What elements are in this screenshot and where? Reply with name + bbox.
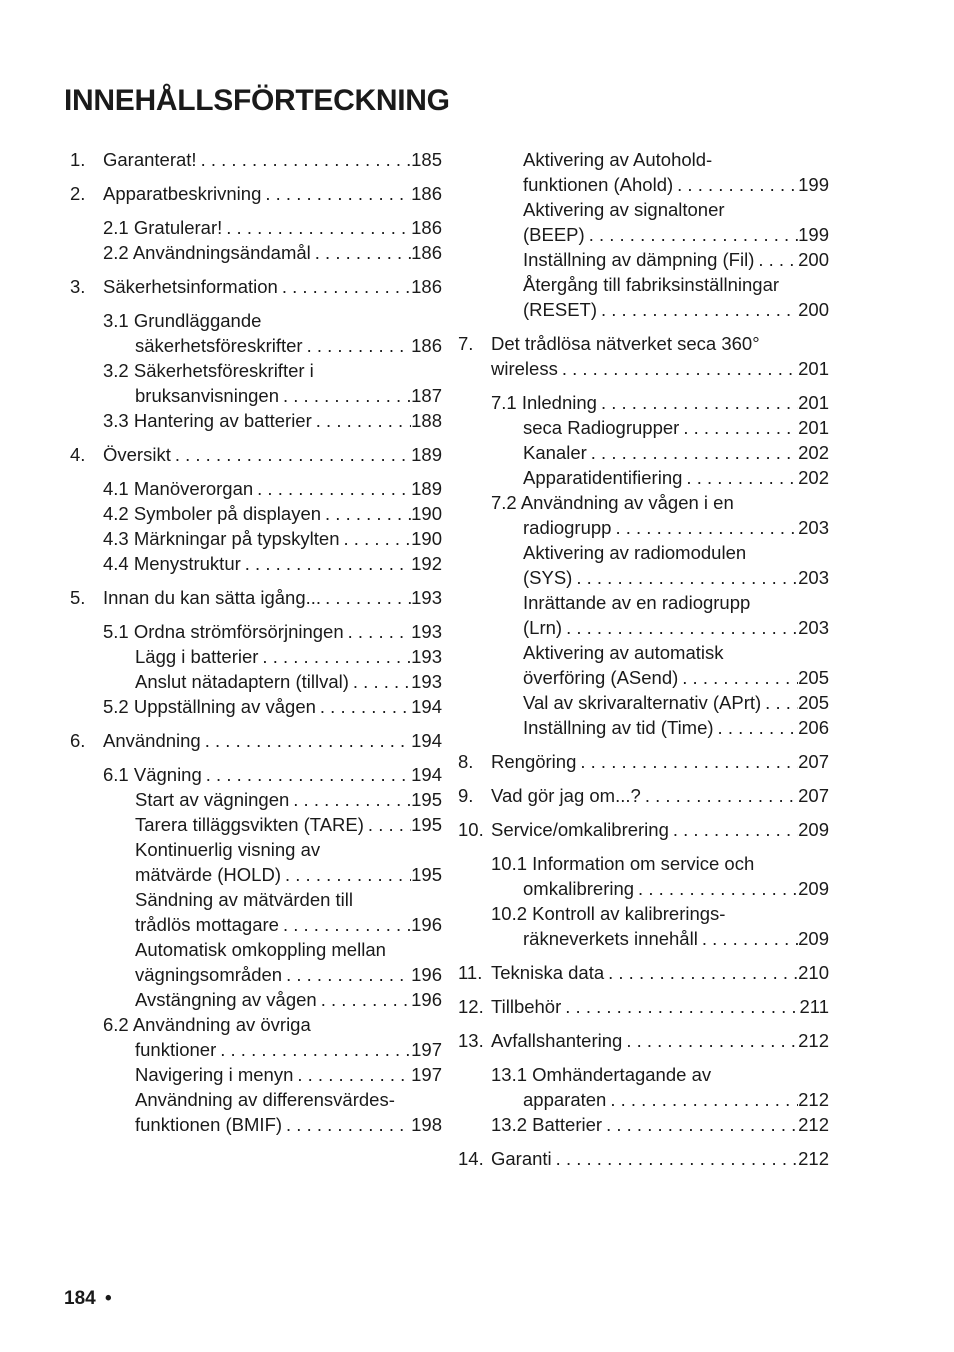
dot-leader <box>303 333 412 358</box>
toc-entry[interactable] <box>458 876 829 901</box>
toc-entry-label: 2.2 Användningsändamål <box>103 242 311 263</box>
dot-leader <box>761 690 798 715</box>
toc-entry-page: 195 <box>411 814 442 835</box>
toc-entry-page: 186 <box>411 276 442 297</box>
toc-entry-page: 199 <box>798 174 829 195</box>
toc-entry-label: Val av skrivaralternativ (APrt) <box>523 692 762 713</box>
dot-leader <box>754 247 798 272</box>
toc-entry[interactable] <box>70 787 442 812</box>
toc-entry-number: 1. <box>70 149 86 170</box>
toc-entry-number: 14. <box>458 1148 484 1169</box>
toc-entry[interactable] <box>70 1037 442 1062</box>
toc-entry-label: 13.1 Omhändertagande av <box>491 1064 712 1085</box>
toc-entry[interactable] <box>458 490 829 515</box>
toc-block <box>458 817 829 842</box>
toc-block <box>70 762 442 1137</box>
toc-entry[interactable] <box>70 937 442 962</box>
dot-leader <box>682 465 798 490</box>
toc-entry-page: 212 <box>798 1089 829 1110</box>
toc-entry-label: Innan du kan sätta igång... <box>103 587 322 608</box>
toc-block <box>70 215 442 265</box>
toc-entry[interactable] <box>70 962 442 987</box>
toc-entry-page: 206 <box>798 717 829 738</box>
toc-block <box>70 147 442 172</box>
dot-leader <box>278 274 411 299</box>
toc-entry-page: 202 <box>798 442 829 463</box>
toc-entry-label: Rengöring <box>491 751 577 772</box>
toc-entry[interactable] <box>458 640 829 665</box>
toc-entry-label: wireless <box>491 358 558 379</box>
dot-leader <box>281 862 411 887</box>
toc-entry-label: 4.4 Menystruktur <box>103 553 241 574</box>
toc-entry-label: Start av vägningen <box>135 789 290 810</box>
toc-block <box>70 619 442 719</box>
toc-entry-label: Inställning av dämpning (Fil) <box>523 249 755 270</box>
toc-entry-number: 3. <box>70 276 86 297</box>
toc-block <box>458 147 829 322</box>
toc-entry-label: Garanti <box>491 1148 552 1169</box>
toc-entry-label: Säkerhetsinformation <box>103 276 278 297</box>
dot-leader <box>282 1112 411 1137</box>
toc-entry-page: 194 <box>411 764 442 785</box>
toc-entry-page: 185 <box>411 149 442 170</box>
dot-leader <box>597 297 798 322</box>
toc-block <box>458 1028 829 1053</box>
toc-entry-label: mätvärde (HOLD) <box>135 864 281 885</box>
toc-entry[interactable] <box>458 356 829 381</box>
toc-entry-page: 205 <box>798 667 829 688</box>
toc-entry-label: Service/omkalibrering <box>491 819 669 840</box>
dot-leader <box>604 960 798 985</box>
toc-entry[interactable] <box>70 694 442 719</box>
toc-entry-page: 203 <box>798 567 829 588</box>
toc-entry-page: 209 <box>798 928 829 949</box>
toc-entry-label: (RESET) <box>523 299 597 320</box>
toc-entry[interactable] <box>458 1087 829 1112</box>
toc-entry-page: 187 <box>411 385 442 406</box>
dot-leader <box>558 356 798 381</box>
dot-leader <box>293 1062 411 1087</box>
toc-entry-label: Apparatidentifiering <box>523 467 683 488</box>
toc-entry-page: 194 <box>411 696 442 717</box>
toc-entry-label: 4.2 Symboler på displayen <box>103 503 322 524</box>
dot-leader <box>641 783 798 808</box>
dot-leader <box>216 1037 411 1062</box>
toc-block <box>458 1062 829 1137</box>
toc-block <box>458 851 829 951</box>
dot-leader <box>576 749 798 774</box>
toc-entry-number: 8. <box>458 751 474 772</box>
dot-leader <box>279 383 411 408</box>
toc-entry-number: 5. <box>70 587 86 608</box>
dot-leader <box>349 669 411 694</box>
toc-entry-page: 201 <box>798 417 829 438</box>
toc-entry[interactable] <box>70 644 442 669</box>
dot-leader <box>279 912 411 937</box>
dot-leader <box>321 501 411 526</box>
toc-entry-label: 13.2 Batterier <box>491 1114 603 1135</box>
toc-entry[interactable] <box>458 465 829 490</box>
toc-entry[interactable] <box>458 540 829 565</box>
dot-leader <box>241 551 411 576</box>
toc-entry-label: Kanaler <box>523 442 587 463</box>
toc-entry-page: 193 <box>411 646 442 667</box>
toc-entry-label: Sändning av mätvärden till <box>135 889 354 910</box>
toc-entry[interactable] <box>70 333 442 358</box>
toc-entry[interactable] <box>458 665 829 690</box>
toc-block <box>458 390 829 740</box>
toc-entry[interactable] <box>458 994 829 1019</box>
toc-entry[interactable] <box>70 358 442 383</box>
toc-entry-page: 207 <box>798 751 829 772</box>
dot-leader <box>321 585 411 610</box>
footer-bullet: • <box>104 1288 112 1309</box>
toc-entry[interactable] <box>70 551 442 576</box>
toc-entry[interactable] <box>70 585 442 610</box>
toc-entry[interactable] <box>458 440 829 465</box>
toc-entry[interactable] <box>458 197 829 222</box>
toc-entry-page: 212 <box>798 1148 829 1169</box>
toc-entry[interactable] <box>458 817 829 842</box>
toc-entry[interactable] <box>458 272 829 297</box>
toc-column-left <box>70 147 442 1137</box>
toc-entry[interactable] <box>458 901 829 926</box>
toc-entry-label: apparaten <box>523 1089 607 1110</box>
toc-entry[interactable] <box>458 172 829 197</box>
toc-entry[interactable] <box>70 887 442 912</box>
toc-column-right <box>458 147 829 1171</box>
toc-entry-number: 11. <box>458 962 483 983</box>
toc-entry-page: 203 <box>798 517 829 538</box>
toc-entry-label: Användning <box>103 730 201 751</box>
dot-leader <box>673 172 798 197</box>
toc-block <box>70 728 442 753</box>
toc-entry[interactable] <box>458 247 829 272</box>
toc-entry[interactable] <box>458 565 829 590</box>
toc-entry[interactable] <box>70 1062 442 1087</box>
dot-leader <box>585 222 798 247</box>
toc-entry-label: omkalibrering <box>523 878 635 899</box>
toc-entry-label: bruksanvisningen <box>135 385 279 406</box>
toc-entry-page: 194 <box>411 730 442 751</box>
toc-entry-page: 197 <box>411 1039 442 1060</box>
toc-entry-label: Lägg i batterier <box>135 646 259 667</box>
toc-entry-label: 5.1 Ordna strömförsörjningen <box>103 621 344 642</box>
dot-leader <box>253 476 411 501</box>
toc-entry-page: 189 <box>411 444 442 465</box>
toc-entry[interactable] <box>458 715 829 740</box>
toc-entry-label: Användning av differensvärdes- <box>135 1089 395 1110</box>
toc-entry-number: 4. <box>70 444 86 465</box>
toc-entry-page: 202 <box>798 467 829 488</box>
toc-entry[interactable] <box>458 147 829 172</box>
toc-entry[interactable] <box>458 297 829 322</box>
toc-entry[interactable] <box>70 987 442 1012</box>
toc-entry-page: 201 <box>798 358 829 379</box>
toc-block <box>70 181 442 206</box>
toc-entry-page: 186 <box>411 242 442 263</box>
toc-block <box>458 783 829 808</box>
toc-entry[interactable] <box>70 1012 442 1037</box>
toc-entry-page: 211 <box>799 996 829 1017</box>
toc-entry-page: 212 <box>798 1030 829 1051</box>
dot-leader <box>714 715 799 740</box>
dot-leader <box>202 762 411 787</box>
toc-entry[interactable] <box>458 783 829 808</box>
toc-entry-label: 3.2 Säkerhetsföreskrifter i <box>103 360 314 381</box>
toc-entry-page: 193 <box>411 587 442 608</box>
toc-entry[interactable] <box>70 181 442 206</box>
toc-entry-label: Automatisk omkoppling mellan <box>135 939 386 960</box>
toc-entry-label: säkerhetsföreskrifter <box>135 335 303 356</box>
toc-entry-label: Inställning av tid (Time) <box>523 717 714 738</box>
toc-entry-label: (SYS) <box>523 567 573 588</box>
toc-entry-page: 192 <box>411 553 442 574</box>
toc-block <box>70 476 442 576</box>
toc-entry[interactable] <box>70 1087 442 1112</box>
toc-entry[interactable] <box>70 669 442 694</box>
dot-leader <box>344 619 412 644</box>
toc-entry-page: 196 <box>411 914 442 935</box>
dot-leader <box>317 987 411 1012</box>
toc-entry[interactable] <box>70 274 442 299</box>
toc-block <box>70 308 442 433</box>
dot-leader <box>698 926 798 951</box>
toc-entry[interactable] <box>70 812 442 837</box>
toc-entry-label: (BEEP) <box>523 224 585 245</box>
toc-block <box>458 331 829 381</box>
toc-entry-label: 3.1 Grundläggande <box>103 310 262 331</box>
toc-entry-number: 13. <box>458 1030 484 1051</box>
toc-entry[interactable] <box>458 222 829 247</box>
toc-entry-label: 10.2 Kontroll av kalibrerings- <box>491 903 726 924</box>
toc-entry[interactable] <box>458 415 829 440</box>
toc-entry-label: 2.1 Gratulerar! <box>103 217 223 238</box>
toc-entry-page: 200 <box>798 299 829 320</box>
toc-entry-page: 197 <box>411 1064 442 1085</box>
toc-entry-label: Kontinuerlig visning av <box>135 839 321 860</box>
toc-entry-label: (Lrn) <box>523 617 563 638</box>
toc-entry-page: 195 <box>411 864 442 885</box>
toc-entry[interactable] <box>70 526 442 551</box>
toc-entry-label: Aktivering av Autohold- <box>523 149 713 170</box>
toc-entry-page: 210 <box>798 962 829 983</box>
toc-entry[interactable] <box>70 383 442 408</box>
toc-entry-label: trådlös mottagare <box>135 914 279 935</box>
dot-leader <box>634 876 798 901</box>
dot-leader <box>261 181 411 206</box>
toc-entry-page: 196 <box>411 989 442 1010</box>
toc-entry-label: Tarera tilläggsvikten (TARE) <box>135 814 364 835</box>
toc-entry-label: 6.2 Användning av övriga <box>103 1014 311 1035</box>
toc-block <box>70 585 442 610</box>
toc-entry-page: 199 <box>798 224 829 245</box>
toc-entry[interactable] <box>70 762 442 787</box>
toc-entry-number: 12. <box>458 996 484 1017</box>
toc-entry[interactable] <box>70 240 442 265</box>
toc-entry-label: funktionen (Ahold) <box>523 174 674 195</box>
dot-leader <box>258 644 411 669</box>
toc-block <box>458 749 829 774</box>
toc-entry-page: 207 <box>798 785 829 806</box>
toc-entry-label: Aktivering av automatisk <box>523 642 724 663</box>
dot-leader <box>340 526 412 551</box>
toc-entry-label: 4.1 Manöverorgan <box>103 478 254 499</box>
toc-block <box>458 994 829 1019</box>
toc-entry-page: 209 <box>798 878 829 899</box>
toc-entry-page: 195 <box>411 789 442 810</box>
dot-leader <box>622 1028 798 1053</box>
toc-entry-page: 196 <box>411 964 442 985</box>
toc-entry-page: 198 <box>411 1114 442 1135</box>
toc-entry[interactable] <box>458 1062 829 1087</box>
dot-leader <box>552 1146 798 1171</box>
toc-entry-label: Apparatbeskrivning <box>103 183 262 204</box>
toc-block <box>70 442 442 467</box>
toc-entry[interactable] <box>70 728 442 753</box>
toc-entry-label: funktioner <box>135 1039 217 1060</box>
toc-entry-page: 186 <box>411 335 442 356</box>
toc-entry[interactable] <box>70 476 442 501</box>
toc-entry[interactable] <box>70 442 442 467</box>
toc-entry-page: 186 <box>411 217 442 238</box>
toc-entry[interactable] <box>70 308 442 333</box>
toc-entry-label: 6.1 Vägning <box>103 764 202 785</box>
toc-entry[interactable] <box>458 331 829 356</box>
page-number: 184 <box>64 1288 96 1309</box>
toc-entry-label: Aktivering av signaltoner <box>523 199 725 220</box>
toc-entry[interactable] <box>458 1028 829 1053</box>
toc-entry-label: 5.2 Uppställning av vågen <box>103 696 316 717</box>
toc-entry[interactable] <box>458 590 829 615</box>
toc-entry[interactable] <box>70 912 442 937</box>
toc-entry-label: vägningsområden <box>135 964 283 985</box>
toc-entry[interactable] <box>458 926 829 951</box>
toc-entry[interactable] <box>70 408 442 433</box>
dot-leader <box>171 442 411 467</box>
toc-entry-label: 10.1 Information om service och <box>491 853 755 874</box>
toc-entry-page: 189 <box>411 478 442 499</box>
toc-entry-page: 186 <box>411 183 442 204</box>
toc-entry-label: Garanterat! <box>103 149 197 170</box>
toc-entry[interactable] <box>70 862 442 887</box>
toc-entry-label: 7.1 Inledning <box>491 392 597 413</box>
toc-entry-label: överföring (ASend) <box>523 667 679 688</box>
dot-leader <box>282 962 411 987</box>
dot-leader <box>561 994 799 1019</box>
toc-entry-label: Översikt <box>103 444 171 465</box>
toc-entry-label: Tekniska data <box>491 962 605 983</box>
toc-entry-page: 201 <box>798 392 829 413</box>
toc-entry-label: Avstängning av vågen <box>135 989 317 1010</box>
dot-leader <box>611 515 798 540</box>
toc-entry-label: 4.3 Märkningar på typskylten <box>103 528 340 549</box>
dot-leader <box>572 565 798 590</box>
toc-entry-label: Anslut nätadaptern (tillval) <box>135 671 349 692</box>
toc-entry-label: Tillbehör <box>491 996 562 1017</box>
toc-entry[interactable] <box>70 501 442 526</box>
toc-entry[interactable] <box>458 515 829 540</box>
dot-leader <box>201 728 411 753</box>
toc-block <box>458 1146 829 1171</box>
toc-entry-page: 190 <box>411 528 442 549</box>
dot-leader <box>316 694 411 719</box>
toc-entry-page: 205 <box>798 692 829 713</box>
toc-entry-label: Det trådlösa nätverket seca 360° <box>491 333 760 354</box>
toc-entry-number: 7. <box>458 333 474 354</box>
toc-entry-number: 9. <box>458 785 474 806</box>
toc-entry-label: 7.2 Användning av vågen i en <box>491 492 734 513</box>
toc-entry-page: 200 <box>798 249 829 270</box>
toc-entry-label: Inrättande av en radiogrupp <box>523 592 751 613</box>
toc-entry-label: funktionen (BMIF) <box>135 1114 283 1135</box>
toc-entry-page: 190 <box>411 503 442 524</box>
dot-leader <box>222 215 411 240</box>
toc-entry[interactable] <box>70 1112 442 1137</box>
toc-entry-label: seca Radiogrupper <box>523 417 680 438</box>
dot-leader <box>678 665 798 690</box>
toc-entry[interactable] <box>70 147 442 172</box>
dot-leader <box>312 408 411 433</box>
toc-entry-number: 2. <box>70 183 86 204</box>
toc-entry-label: radiogrupp <box>523 517 612 538</box>
toc-entry-label: Aktivering av radiomodulen <box>523 542 747 563</box>
toc-entry-page: 193 <box>411 671 442 692</box>
toc-entry-page: 203 <box>798 617 829 638</box>
toc-entry[interactable] <box>458 1112 829 1137</box>
toc-entry-label: Vad gör jag om...? <box>491 785 641 806</box>
toc-entry-label: Avfallshantering <box>491 1030 623 1051</box>
page-footer <box>64 1288 112 1310</box>
dot-leader <box>606 1087 798 1112</box>
toc-entry[interactable] <box>458 749 829 774</box>
toc-entry-page: 193 <box>411 621 442 642</box>
toc-entry-label: Navigering i menyn <box>135 1064 294 1085</box>
toc-entry[interactable] <box>458 690 829 715</box>
toc-entry[interactable] <box>458 615 829 640</box>
toc-entry-number: 6. <box>70 730 86 751</box>
toc-entry[interactable] <box>458 1146 829 1171</box>
toc-entry[interactable] <box>70 837 442 862</box>
toc-entry[interactable] <box>458 390 829 415</box>
dot-leader <box>364 812 411 837</box>
dot-leader <box>562 615 798 640</box>
dot-leader <box>602 1112 798 1137</box>
toc-entry[interactable] <box>70 215 442 240</box>
page-title: INNEHÅLLSFÖRTECKNING <box>64 84 450 117</box>
toc-entry-page: 212 <box>798 1114 829 1135</box>
dot-leader <box>197 147 412 172</box>
dot-leader <box>587 440 798 465</box>
toc-entry-page: 188 <box>411 410 442 431</box>
toc-block <box>70 274 442 299</box>
toc-block <box>458 960 829 985</box>
toc-entry-label: räkneverkets innehåll <box>523 928 698 949</box>
dot-leader <box>289 787 411 812</box>
dot-leader <box>311 240 411 265</box>
toc-entry[interactable] <box>70 619 442 644</box>
toc-entry-number: 10. <box>458 819 484 840</box>
toc-entry[interactable] <box>458 851 829 876</box>
toc-entry-page: 209 <box>798 819 829 840</box>
toc-entry-label: Återgång till fabriksinställningar <box>523 274 780 295</box>
toc-entry-label: 3.3 Hantering av batterier <box>103 410 312 431</box>
dot-leader <box>679 415 798 440</box>
toc-entry[interactable] <box>458 960 829 985</box>
dot-leader <box>597 390 798 415</box>
dot-leader <box>669 817 798 842</box>
